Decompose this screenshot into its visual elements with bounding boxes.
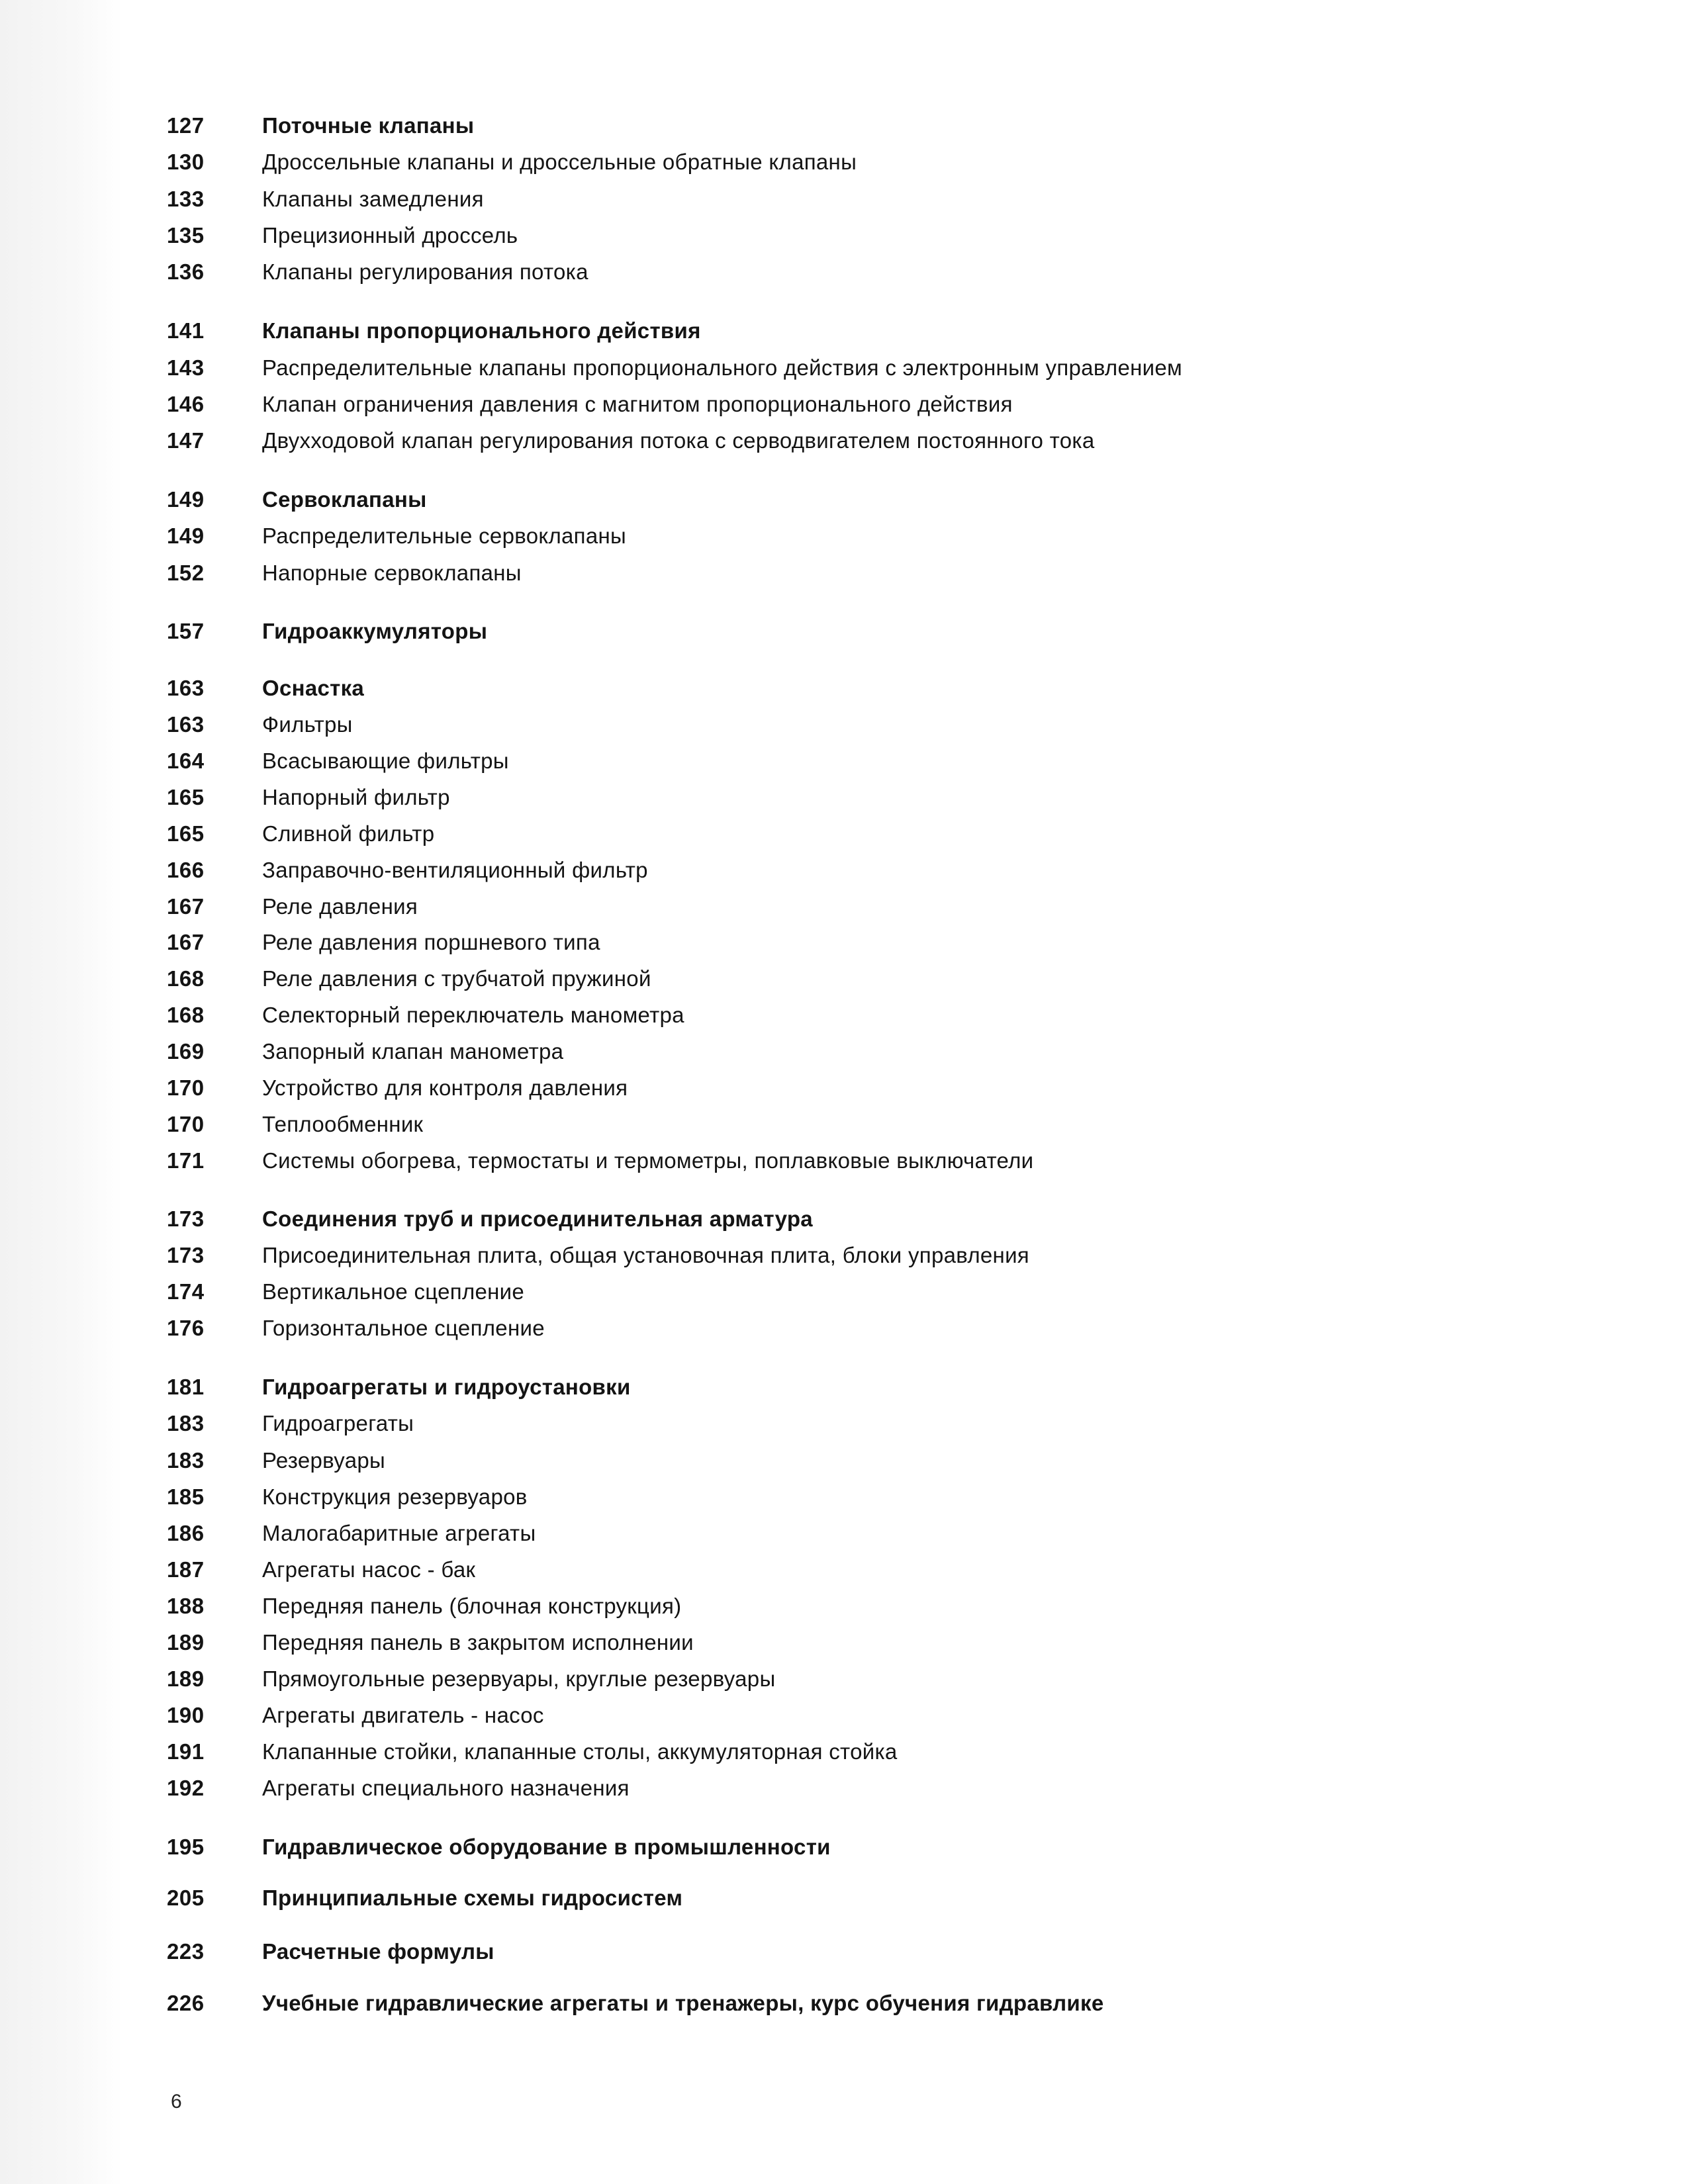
toc-page-number: 166 (167, 858, 205, 882)
toc-title: Клапаны замедления (262, 187, 484, 211)
toc-entry[interactable] (167, 1109, 1557, 1140)
toc-title: Малогабаритные агрегаты (262, 1521, 536, 1545)
toc-title: Клапаны пропорционального действия (262, 318, 701, 343)
toc-entry[interactable] (167, 1831, 1557, 1863)
toc-page-number: 130 (167, 150, 205, 174)
toc-entry[interactable] (167, 1736, 1557, 1768)
toc-entry[interactable] (167, 672, 1557, 704)
toc-entry[interactable] (167, 388, 1557, 420)
toc-entry[interactable] (167, 1276, 1557, 1308)
toc-title: Агрегаты специального назначения (262, 1776, 630, 1800)
toc-page-number: 149 (167, 523, 205, 548)
toc-title: Клапаны регулирования потока (262, 259, 588, 284)
toc-page-number: 149 (167, 487, 205, 512)
toc-page-number: 136 (167, 259, 205, 284)
toc-entry[interactable] (167, 1590, 1557, 1622)
toc-page-number: 185 (167, 1484, 205, 1509)
toc-entry[interactable] (167, 999, 1557, 1031)
toc-page-number: 127 (167, 113, 205, 138)
toc-title: Дроссельные клапаны и дроссельные обратные клапаны (262, 150, 857, 174)
toc-entry[interactable] (167, 1445, 1557, 1477)
toc-page-number: 189 (167, 1666, 205, 1691)
toc-page-number: 164 (167, 749, 205, 773)
toc-entry[interactable] (167, 1072, 1557, 1104)
toc-title: Реле давления (262, 894, 418, 919)
toc-page-number: 189 (167, 1630, 205, 1655)
toc-title: Напорные сервоклапаны (262, 561, 522, 585)
toc-title: Расчетные формулы (262, 1939, 494, 1964)
toc-page-number: 191 (167, 1739, 205, 1764)
toc-title: Присоединительная плита, общая установочная плита, блоки управления (262, 1243, 1029, 1267)
toc-entry[interactable] (167, 782, 1557, 813)
toc-entry[interactable] (167, 220, 1557, 251)
toc-title: Соединения труб и присоединительная арматура (262, 1206, 813, 1231)
toc-entry[interactable] (167, 1408, 1557, 1439)
toc-title: Двухходовой клапан регулирования потока с серводвигателем постоянного тока (262, 428, 1095, 453)
toc-title: Учебные гидравлические агрегаты и тренажеры, курс обучения гидравлике (262, 1991, 1104, 2015)
toc-page-number: 171 (167, 1148, 205, 1173)
toc-page-number: 167 (167, 930, 205, 954)
toc-page-number: 188 (167, 1594, 205, 1618)
toc-page-number: 143 (167, 355, 205, 380)
toc-title: Прямоугольные резервуары, круглые резервуары (262, 1666, 776, 1691)
toc-title: Принципиальные схемы гидросистем (262, 1886, 683, 1910)
toc-title: Оснастка (262, 676, 365, 700)
toc-title: Сервоклапаны (262, 487, 427, 512)
toc-page-number: 157 (167, 619, 205, 643)
toc-entry[interactable] (167, 1700, 1557, 1731)
toc-entry[interactable] (167, 1203, 1557, 1235)
toc-page-number: 183 (167, 1448, 205, 1473)
toc-entry[interactable] (167, 615, 1557, 647)
toc-title: Реле давления с трубчатой пружиной (262, 966, 651, 991)
toc-title: Устройство для контроля давления (262, 1075, 628, 1100)
toc-page-number: 190 (167, 1703, 205, 1727)
toc-entry[interactable] (167, 557, 1557, 589)
toc-page-number: 176 (167, 1316, 205, 1340)
toc-entry[interactable] (167, 146, 1557, 178)
toc-entry[interactable] (167, 891, 1557, 923)
toc-page-number: 167 (167, 894, 205, 919)
toc-entry[interactable] (167, 520, 1557, 552)
toc-page-number: 147 (167, 428, 205, 453)
toc-title: Гидроагрегаты (262, 1411, 414, 1435)
toc-title: Передняя панель (блочная конструкция) (262, 1594, 682, 1618)
toc-title: Системы обогрева, термостаты и термометры, поплавковые выключатели (262, 1148, 1034, 1173)
toc-page-number: 205 (167, 1886, 205, 1910)
toc-entry[interactable] (167, 183, 1557, 215)
toc-entry[interactable] (167, 1663, 1557, 1695)
toc-title: Фильтры (262, 712, 353, 737)
toc-title: Запорный клапан манометра (262, 1039, 564, 1064)
toc-entry[interactable] (167, 927, 1557, 958)
toc-page-number: 168 (167, 966, 205, 991)
toc-title: Вертикальное сцепление (262, 1279, 525, 1304)
toc-title: Теплообменник (262, 1112, 424, 1136)
toc-entry[interactable] (167, 110, 1557, 142)
toc-entry[interactable] (167, 315, 1557, 347)
toc-page-number: 163 (167, 676, 205, 700)
toc-title: Заправочно-вентиляционный фильтр (262, 858, 648, 882)
toc-title: Всасывающие фильтры (262, 749, 509, 773)
toc-title: Гидроагрегаты и гидроустановки (262, 1375, 631, 1399)
toc-entry[interactable] (167, 1554, 1557, 1586)
toc-entry[interactable] (167, 1312, 1557, 1344)
toc-title: Сливной фильтр (262, 821, 435, 846)
toc-page-number: 195 (167, 1835, 205, 1859)
toc-title: Гидроаккумуляторы (262, 619, 488, 643)
toc-page-number: 223 (167, 1939, 205, 1964)
toc-page-number: 192 (167, 1776, 205, 1800)
toc-page-number: 170 (167, 1075, 205, 1100)
toc-entry[interactable] (167, 854, 1557, 886)
toc-entry[interactable] (167, 1371, 1557, 1403)
toc-entry[interactable] (167, 745, 1557, 777)
toc-page-number: 133 (167, 187, 205, 211)
toc-entry[interactable] (167, 484, 1557, 516)
toc-title: Распределительные сервоклапаны (262, 523, 627, 548)
toc-page-number: 169 (167, 1039, 205, 1064)
toc-page-number: 165 (167, 785, 205, 809)
toc-entry[interactable] (167, 1627, 1557, 1659)
toc-title: Конструкция резервуаров (262, 1484, 528, 1509)
toc-page-number: 165 (167, 821, 205, 846)
toc-title: Агрегаты насос - бак (262, 1557, 476, 1582)
toc-page-number: 170 (167, 1112, 205, 1136)
toc-title: Напорный фильтр (262, 785, 450, 809)
toc-entry[interactable] (167, 818, 1557, 850)
toc-title: Прецизионный дроссель (262, 223, 518, 248)
toc-title: Агрегаты двигатель - насос (262, 1703, 544, 1727)
toc-page-number: 146 (167, 392, 205, 416)
toc-page-number: 168 (167, 1003, 205, 1027)
toc-page-number: 226 (167, 1991, 205, 2015)
toc-title: Горизонтальное сцепление (262, 1316, 545, 1340)
toc-title: Клапан ограничения давления с магнитом пропорционального действия (262, 392, 1013, 416)
toc-title: Поточные клапаны (262, 113, 475, 138)
toc-page-number: 141 (167, 318, 205, 343)
toc-page-number: 174 (167, 1279, 205, 1304)
toc-title: Передняя панель в закрытом исполнении (262, 1630, 694, 1655)
toc-entry[interactable] (167, 1481, 1557, 1513)
toc-title: Селекторный переключатель манометра (262, 1003, 684, 1027)
toc-entry[interactable] (167, 1987, 1557, 2019)
toc-title: Резервуары (262, 1448, 386, 1473)
toc-entry[interactable] (167, 352, 1557, 384)
toc-page-number: 163 (167, 712, 205, 737)
toc-page-number: 173 (167, 1206, 205, 1231)
toc-entry[interactable] (167, 1772, 1557, 1804)
toc-title: Клапанные стойки, клапанные столы, аккумуляторная стойка (262, 1739, 898, 1764)
toc-entry[interactable] (167, 1145, 1557, 1177)
toc-page-number: 152 (167, 561, 205, 585)
toc-entry[interactable] (167, 425, 1557, 457)
toc-entry[interactable] (167, 1036, 1557, 1068)
toc-title: Гидравлическое оборудование в промышленности (262, 1835, 831, 1859)
toc-entry[interactable] (167, 1882, 1557, 1914)
toc-entry[interactable] (167, 1518, 1557, 1549)
toc-page-number: 183 (167, 1411, 205, 1435)
toc-page-number: 135 (167, 223, 205, 248)
toc-entry[interactable] (167, 1240, 1557, 1271)
toc-page-number: 173 (167, 1243, 205, 1267)
toc-entry[interactable] (167, 963, 1557, 995)
toc-page-number: 181 (167, 1375, 205, 1399)
toc-title: Реле давления поршневого типа (262, 930, 600, 954)
page-number: 6 (171, 2091, 182, 2113)
toc-title: Распределительные клапаны пропорционального действия с электронным управлением (262, 355, 1183, 380)
toc-page-number: 187 (167, 1557, 205, 1582)
toc-entry[interactable] (167, 1936, 1557, 1968)
toc-entry[interactable] (167, 256, 1557, 288)
toc-entry[interactable] (167, 709, 1557, 741)
toc-page-number: 186 (167, 1521, 205, 1545)
